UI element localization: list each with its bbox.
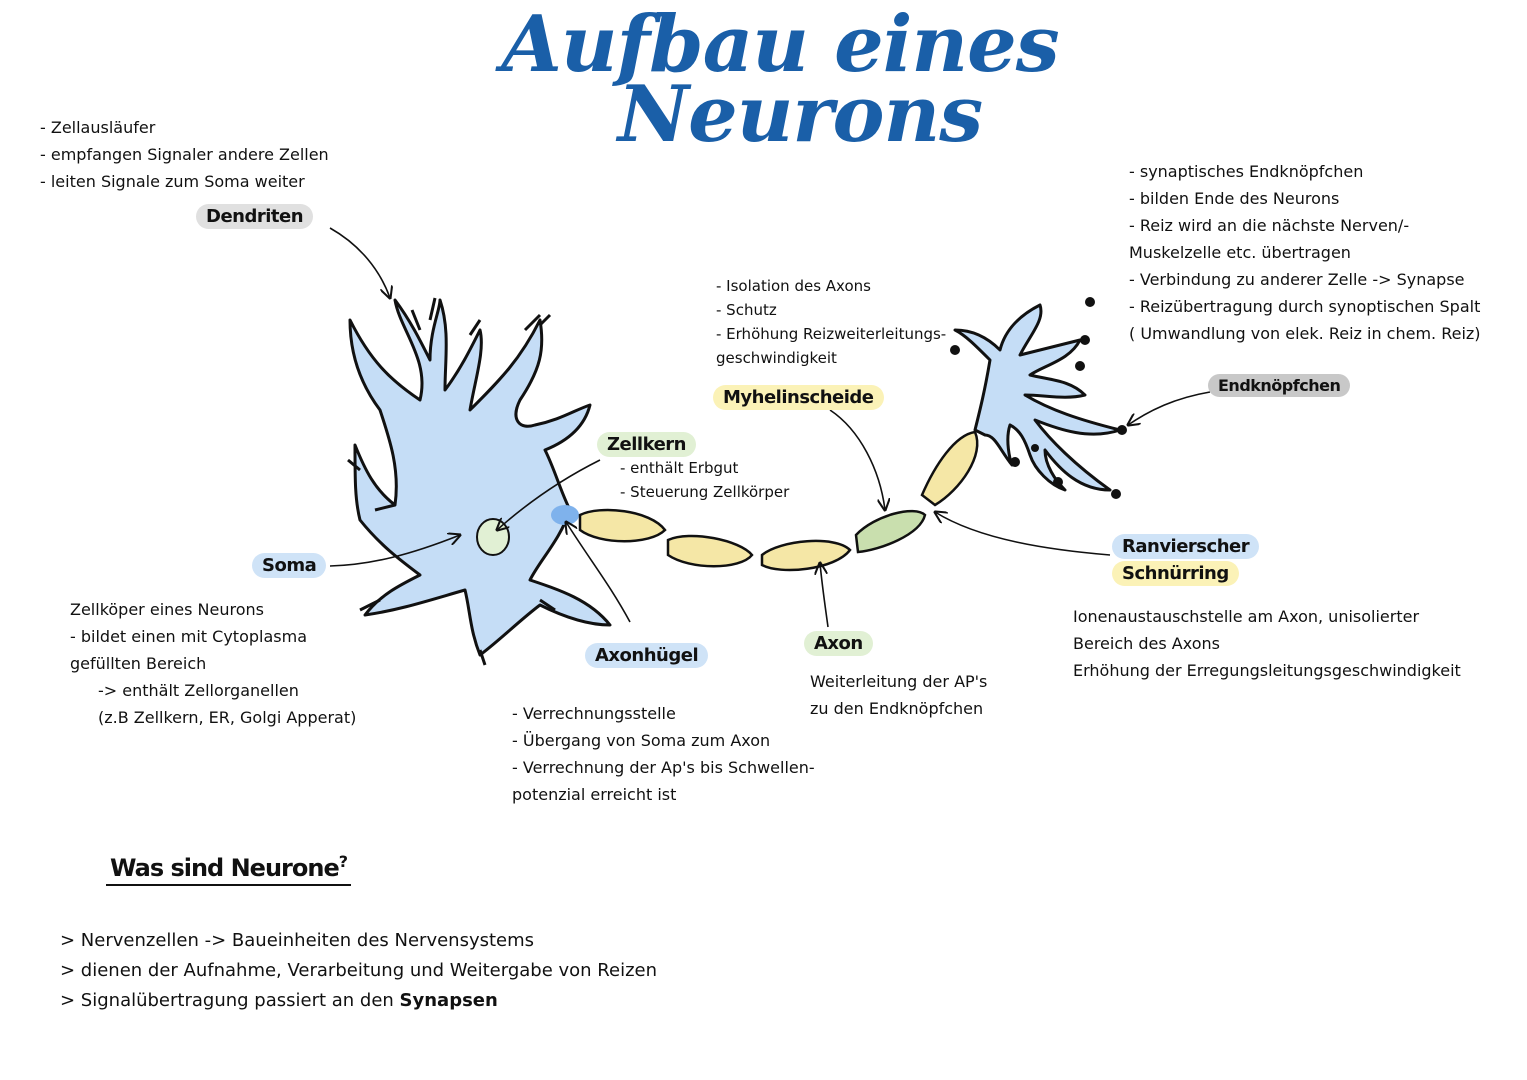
answer-line-bold: Synapsen xyxy=(399,990,498,1011)
myelinscheide-notes xyxy=(716,274,946,370)
answer-line: > Nervenzellen -> Baueinheiten des Nervensystems xyxy=(60,930,535,951)
axon-notes xyxy=(810,668,987,722)
ranvier-label-line1: Ranvierscher xyxy=(1112,534,1259,559)
question-heading-text: Was sind Neurone xyxy=(110,854,339,882)
note-line: ( Umwandlung von elek. Reiz in chem. Reiz) xyxy=(1129,324,1481,343)
note-line: - Verrechnung der Ap's bis Schwellen- xyxy=(512,758,815,777)
dendriten-label: Dendriten xyxy=(196,204,313,229)
note-line: Weiterleitung der AP's xyxy=(810,672,988,691)
ranvier-label xyxy=(1112,534,1259,586)
zellkern-notes xyxy=(620,456,789,504)
answer-line-prefix: > Signalübertragung passiert an den xyxy=(60,990,400,1011)
note-line: - Schutz xyxy=(716,301,777,319)
note-line: - Steuerung Zellkörper xyxy=(620,483,790,501)
note-line: - Erhöhung Reizweiterleitungs- xyxy=(716,325,947,343)
arrow-dendriten xyxy=(330,228,390,298)
note-line: -> enthält Zellorganellen xyxy=(98,681,299,700)
note-line: gefüllten Bereich xyxy=(70,654,207,673)
dendriten-notes xyxy=(40,114,329,195)
note-line: Zellköper eines Neurons xyxy=(70,600,264,619)
note-line: zu den Endknöpfchen xyxy=(810,699,984,718)
arrow-myelinscheide xyxy=(830,410,885,510)
note-line: Bereich des Axons xyxy=(1073,634,1220,653)
note-line: - Übergang von Soma zum Axon xyxy=(512,731,771,750)
axonhuegel-shape xyxy=(551,505,579,525)
note-line: - bildet einen mit Cytoplasma xyxy=(70,627,307,646)
axonhuegel-label: Axonhügel xyxy=(585,643,708,668)
note-line: - Zellausläufer xyxy=(40,118,156,137)
note-line: - leiten Signale zum Soma weiter xyxy=(40,172,305,191)
answer-line xyxy=(60,986,657,1016)
note-line: - Reiz wird an die nächste Nerven/- xyxy=(1129,216,1410,235)
ranvier-label-line2: Schnürring xyxy=(1112,561,1239,586)
zellkern-label: Zellkern xyxy=(597,432,696,457)
page-title-line2: Neurons xyxy=(617,69,983,160)
arrow-endknoepfchen xyxy=(1128,392,1210,425)
note-line: potenzial erreicht ist xyxy=(512,785,677,804)
note-line: - synaptisches Endknöpfchen xyxy=(1129,162,1364,181)
note-line: Muskelzelle etc. übertragen xyxy=(1129,243,1351,262)
note-line: (z.B Zellkern, ER, Golgi Apperat) xyxy=(98,708,357,727)
question-mark: ? xyxy=(338,852,348,871)
endknoepfchen-tree xyxy=(955,305,1120,490)
endknoepfchen-label: Endknöpfchen xyxy=(1208,374,1350,397)
note-line: - Isolation des Axons xyxy=(716,277,871,295)
arrow-ranvier xyxy=(935,512,1110,555)
note-line: - empfangen Signaler andere Zellen xyxy=(40,145,329,164)
soma-shape xyxy=(348,298,610,665)
soma-label: Soma xyxy=(252,553,326,578)
page-title xyxy=(500,0,1060,160)
question-answers xyxy=(60,926,657,1016)
note-line: Erhöhung der Erregungsleitungsgeschwindigkeit xyxy=(1073,661,1461,680)
note-line: - Verrechnungsstelle xyxy=(512,704,676,723)
note-line: - bilden Ende des Neurons xyxy=(1129,189,1340,208)
question-heading xyxy=(106,852,351,886)
axonhuegel-notes xyxy=(512,700,815,808)
note-line: - enthält Erbgut xyxy=(620,459,739,477)
endknoepfchen-notes xyxy=(1129,158,1481,347)
ranvier-notes xyxy=(1073,603,1461,684)
myelinscheide-label: Myhelinscheide xyxy=(713,385,884,410)
note-line: - Verbindung zu anderer Zelle -> Synapse xyxy=(1129,270,1465,289)
note-line: geschwindigkeit xyxy=(716,349,837,367)
page-title-line1: Aufbau eines xyxy=(501,0,1059,90)
arrow-axon xyxy=(820,563,828,627)
soma-notes xyxy=(70,596,356,731)
answer-line: > dienen der Aufnahme, Verarbeitung und Weitergabe von Reizen xyxy=(60,960,658,981)
note-line: - Reizübertragung durch synoptischen Spalt xyxy=(1129,297,1481,316)
note-line: Ionenaustauschstelle am Axon, unisolierter xyxy=(1073,607,1420,626)
axon-label: Axon xyxy=(804,631,873,656)
